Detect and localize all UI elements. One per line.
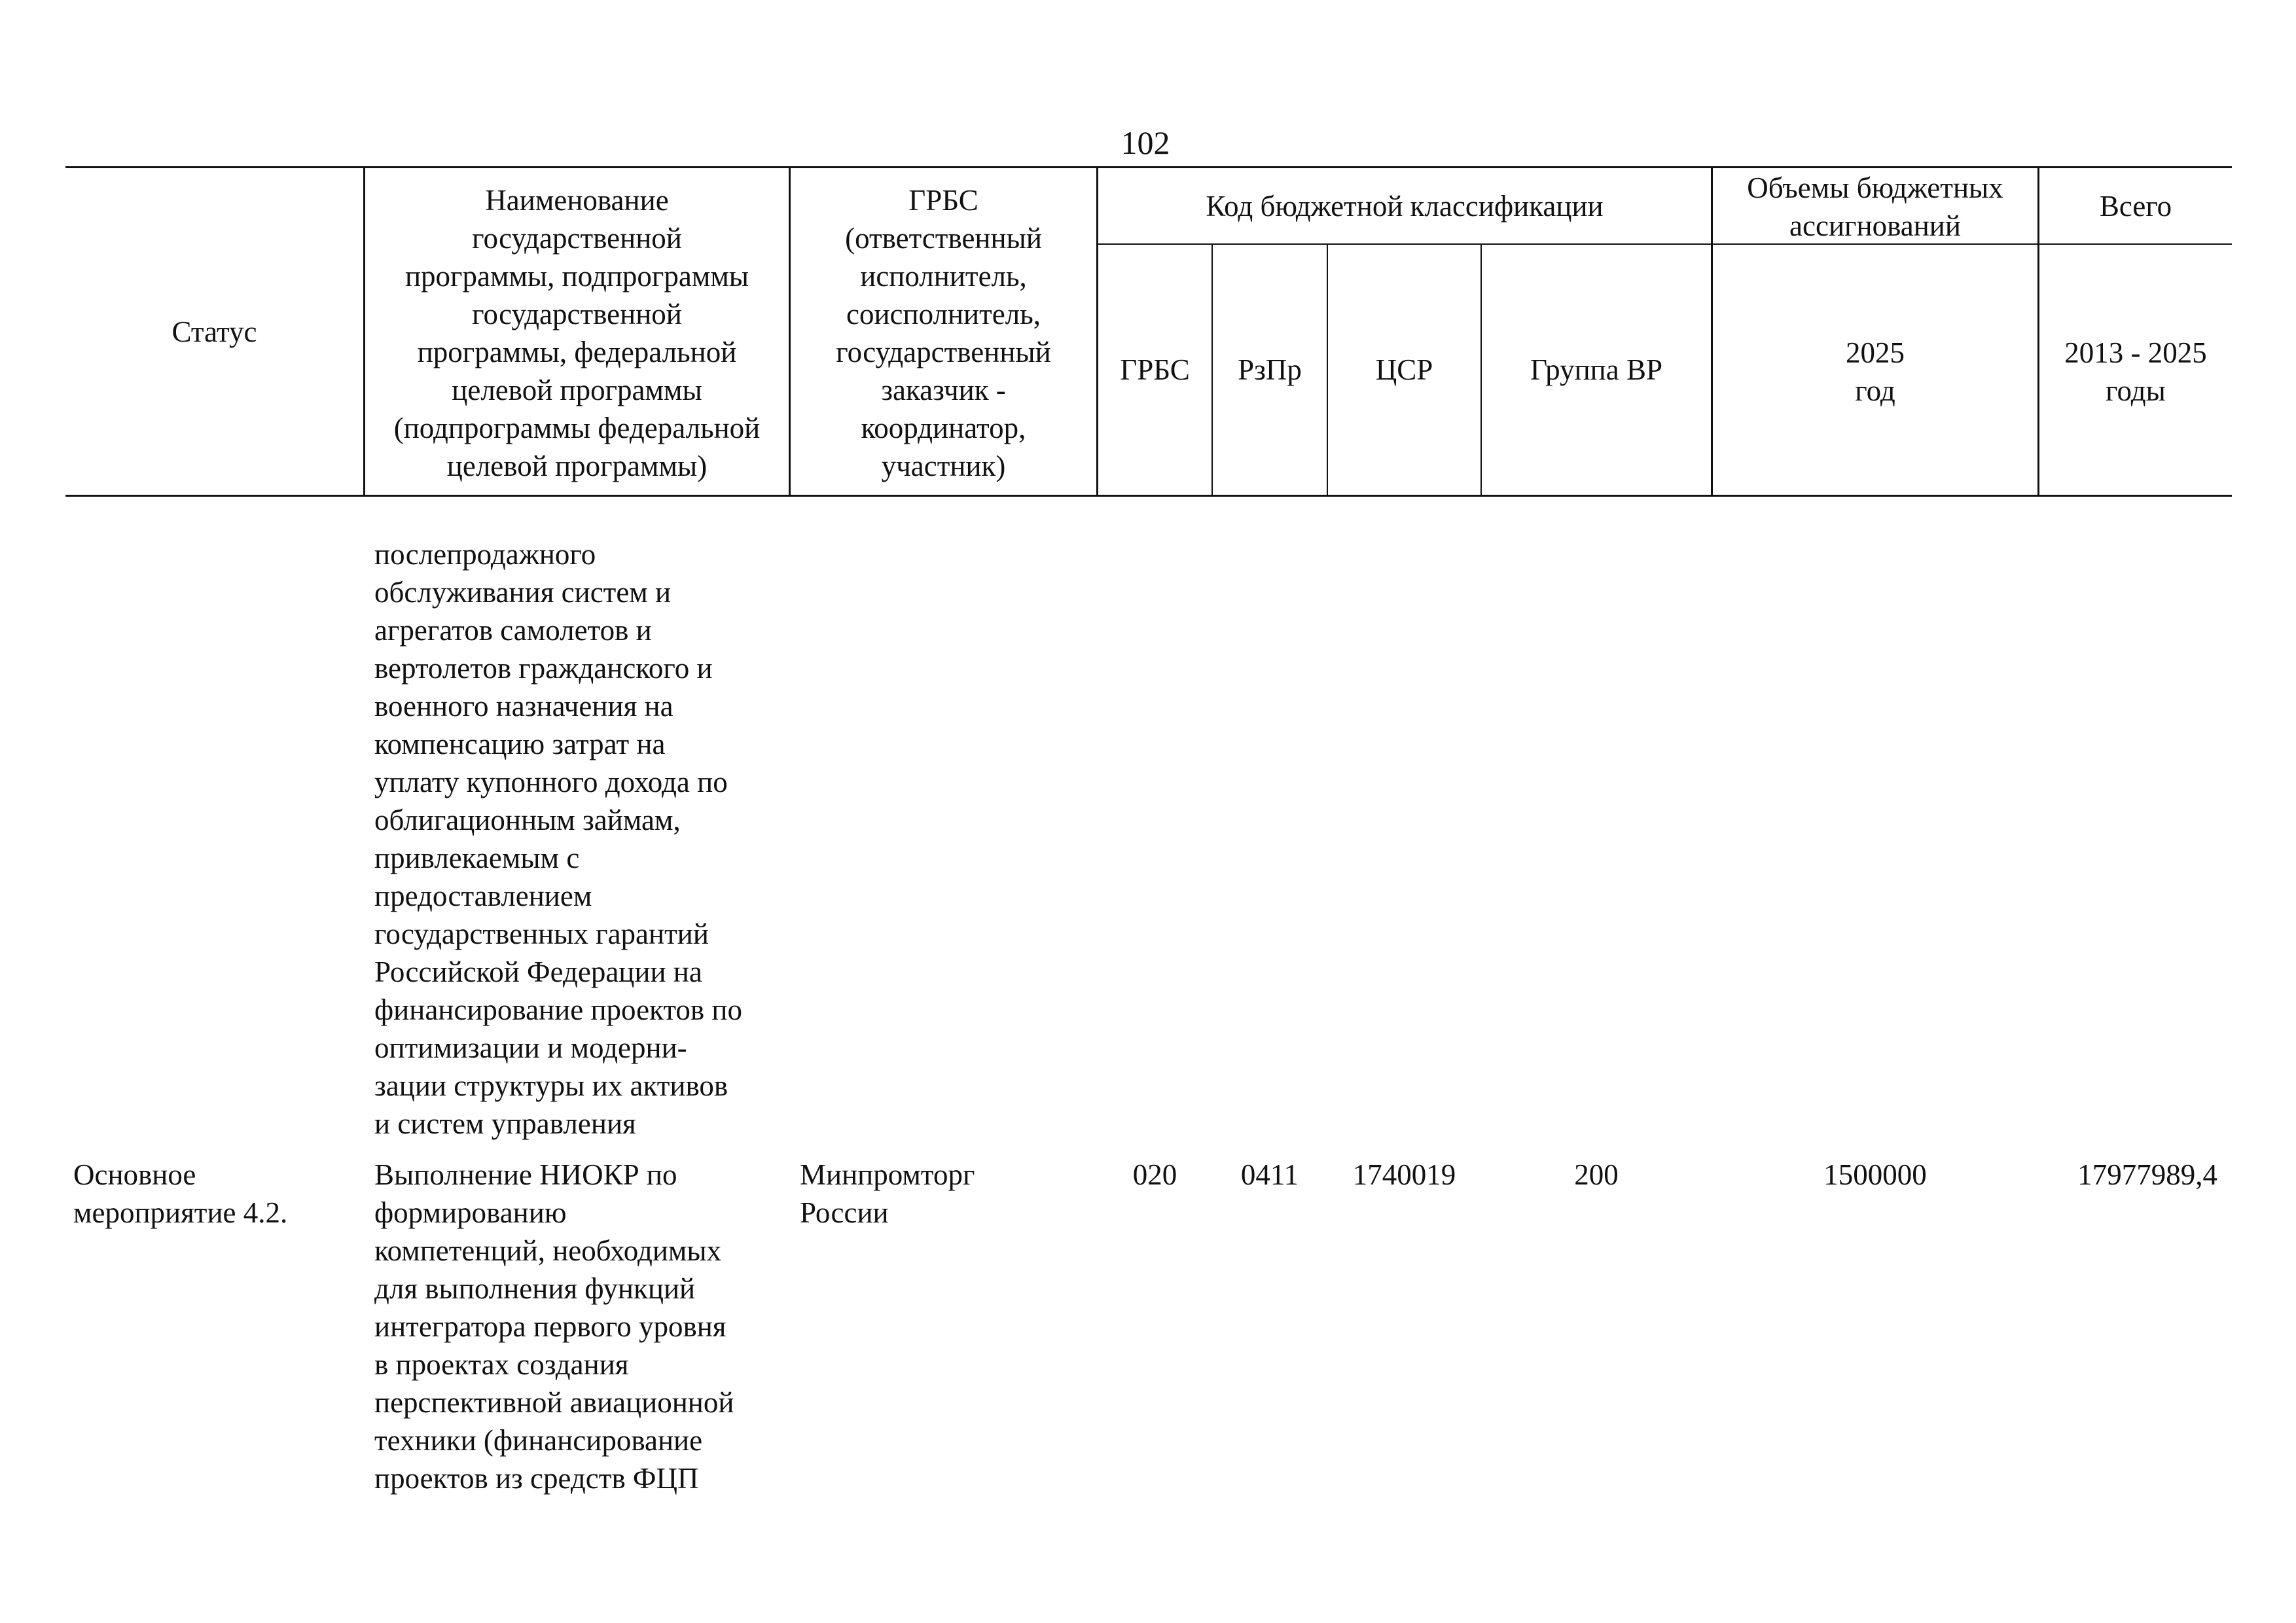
row-name-line: Выполнение НИОКР по — [374, 1158, 677, 1191]
row-name-line: компетенций, необходимых — [374, 1234, 722, 1267]
header-code-vr: Группа ВР — [1530, 353, 1663, 386]
continuation-name-line: привлекаемым с — [374, 842, 580, 874]
row-status-line: мероприятие 4.2. — [73, 1196, 288, 1229]
continuation-name-line: компенсацию затрат на — [374, 728, 666, 760]
header-volumes-line: Объемы бюджетных — [1747, 171, 2003, 204]
header-total-years — [2039, 334, 2232, 410]
row-total: 17977989,4 — [2077, 1158, 2217, 1191]
row-name-line: перспективной авиационной — [374, 1386, 734, 1419]
row-name-line: формированию — [374, 1196, 567, 1229]
header-name-line: целевой программы) — [446, 450, 708, 482]
header-name-line: (подпрограммы федеральной — [393, 412, 761, 444]
continuation-name-line: Российской Федерации на — [374, 955, 702, 988]
header-volumes-line: ассигнований — [1789, 209, 1961, 242]
header-code-csr: ЦСР — [1375, 353, 1433, 386]
header-grbs-line: заказчик - — [881, 374, 1006, 406]
header-year-line: год — [1855, 374, 1895, 407]
continuation-name-line: послепродажного — [374, 538, 596, 571]
continuation-name-line: зации структуры их активов — [374, 1069, 728, 1102]
header-year-2025 — [1713, 334, 2037, 410]
continuation-name-line: обслуживания систем и — [374, 576, 672, 609]
header-total-years-line: годы — [2106, 374, 2166, 407]
row-grbs — [800, 1156, 975, 1232]
continuation-name-line: финансирование проектов по — [374, 993, 742, 1026]
row-code-grbs: 020 — [1132, 1158, 1177, 1191]
continuation-name-line: вертолетов гражданского и — [374, 652, 713, 685]
header-name-line: программы, подпрограммы — [404, 260, 749, 293]
header-name-line: государственной — [472, 222, 682, 255]
header-budget-volumes — [1713, 169, 2037, 245]
header-grbs-line: соисполнитель, — [846, 298, 1041, 330]
row-code-vr: 200 — [1574, 1158, 1619, 1191]
row-name-line: в проектах создания — [374, 1348, 629, 1381]
row-grbs-line: Минпромторг — [800, 1158, 975, 1191]
header-code-grbs: ГРБС — [1120, 353, 1190, 386]
header-grbs-line: ГРБС — [908, 184, 978, 217]
continuation-name-line: агрегатов самолетов и — [374, 614, 652, 647]
header-total-years-line: 2013 - 2025 — [2064, 336, 2207, 369]
row-code-csr: 1740019 — [1352, 1158, 1456, 1191]
continuation-name-line: и систем управления — [374, 1107, 636, 1140]
row-name-line: техники (финансирование — [374, 1424, 703, 1457]
continuation-program-name — [374, 535, 742, 1143]
header-grbs-line: исполнитель, — [860, 260, 1027, 293]
row-grbs-line: России — [800, 1196, 889, 1229]
continuation-name-line: предоставлением — [374, 880, 592, 912]
header-name-line: программы, федеральной — [417, 336, 737, 368]
row-name-line: проектов из средств ФЦП — [374, 1462, 699, 1495]
row-code-rzpr: 0411 — [1240, 1158, 1299, 1191]
continuation-name-line: государственных гарантий — [374, 918, 709, 950]
continuation-name-line: военного назначения на — [374, 690, 673, 722]
row-amount-2025: 1500000 — [1823, 1158, 1927, 1191]
continuation-name-line: уплату купонного дохода по — [374, 766, 728, 798]
header-year-line: 2025 — [1846, 336, 1905, 369]
page-number: 102 — [1121, 124, 1170, 161]
header-program-name — [365, 181, 789, 485]
header-name-line: государственной — [472, 298, 682, 330]
continuation-name-line: оптимизации и модерни- — [374, 1031, 687, 1064]
row-program-name — [374, 1156, 734, 1497]
header-name-line: Наименование — [485, 184, 669, 217]
row-name-line: для выполнения функций — [374, 1272, 696, 1305]
row-status — [73, 1156, 287, 1232]
header-grbs — [791, 181, 1096, 485]
header-bottom-rule — [65, 495, 2232, 497]
row-name-line: интегратора первого уровня — [374, 1310, 726, 1343]
header-budget-code-group: Код бюджетной классификации — [1206, 189, 1604, 223]
header-grbs-line: участник) — [881, 450, 1006, 482]
header-total: Всего — [2099, 189, 2172, 223]
row-status-line: Основное — [73, 1158, 196, 1191]
header-code-rzpr: РзПр — [1238, 353, 1302, 386]
header-grbs-line: координатор, — [861, 412, 1026, 444]
continuation-name-line: облигационным займам, — [374, 804, 681, 836]
header-status: Статус — [171, 315, 257, 348]
header-name-line: целевой программы — [452, 374, 702, 406]
header-grbs-line: (ответственный — [845, 222, 1042, 255]
header-grbs-line: государственный — [836, 336, 1051, 368]
